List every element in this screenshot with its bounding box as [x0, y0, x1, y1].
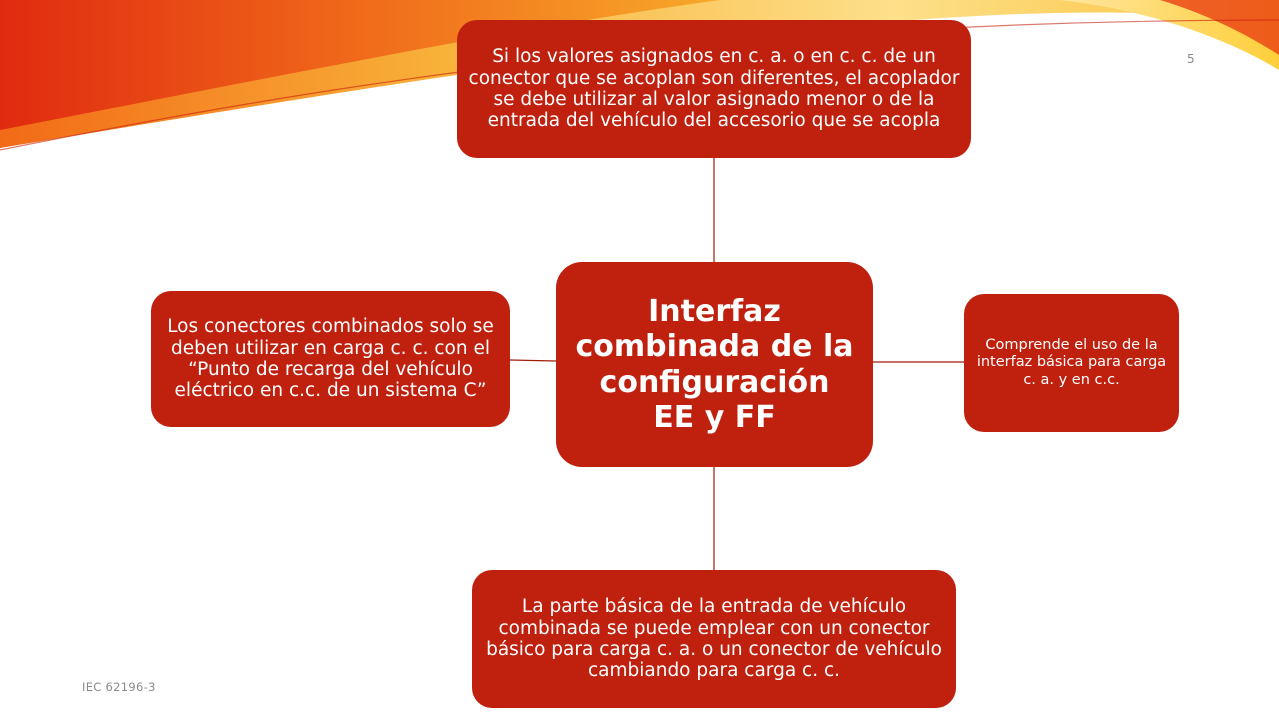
- node-left-text: Los conectores combinados solo se deben utilizar en carga c. c. con el “Punto de recarga del vehículo eléctrico en c.c. de un sistema C”: [167, 316, 494, 402]
- node-top-text: Si los valores asignados en c. a. o en c. c. de un conector que se acoplan son diferentes, el acoplador se debe utilizar al valor asignado menor o de la entrada del vehículo del accesorio que se acopla: [468, 46, 960, 132]
- node-bottom: [472, 570, 956, 708]
- footer-reference: IEC 62196-3: [82, 680, 156, 694]
- node-left: [151, 291, 510, 427]
- slide-number: 5: [1187, 52, 1195, 66]
- node-right-text: Comprende el uso de la interfaz básica para carga c. a. y en c.c.: [976, 336, 1167, 388]
- connector-left: [510, 360, 556, 361]
- node-right: [964, 294, 1179, 432]
- node-bottom-text: La parte básica de la entrada de vehículo combinada se puede emplear con un conector básico para carga c. a. o un conector de vehículo cambiando para carga c. c.: [486, 596, 942, 682]
- node-center-text: Interfaz combinada de la configuración EE y FF: [575, 293, 854, 435]
- node-top: [457, 20, 971, 158]
- node-center: [556, 262, 873, 467]
